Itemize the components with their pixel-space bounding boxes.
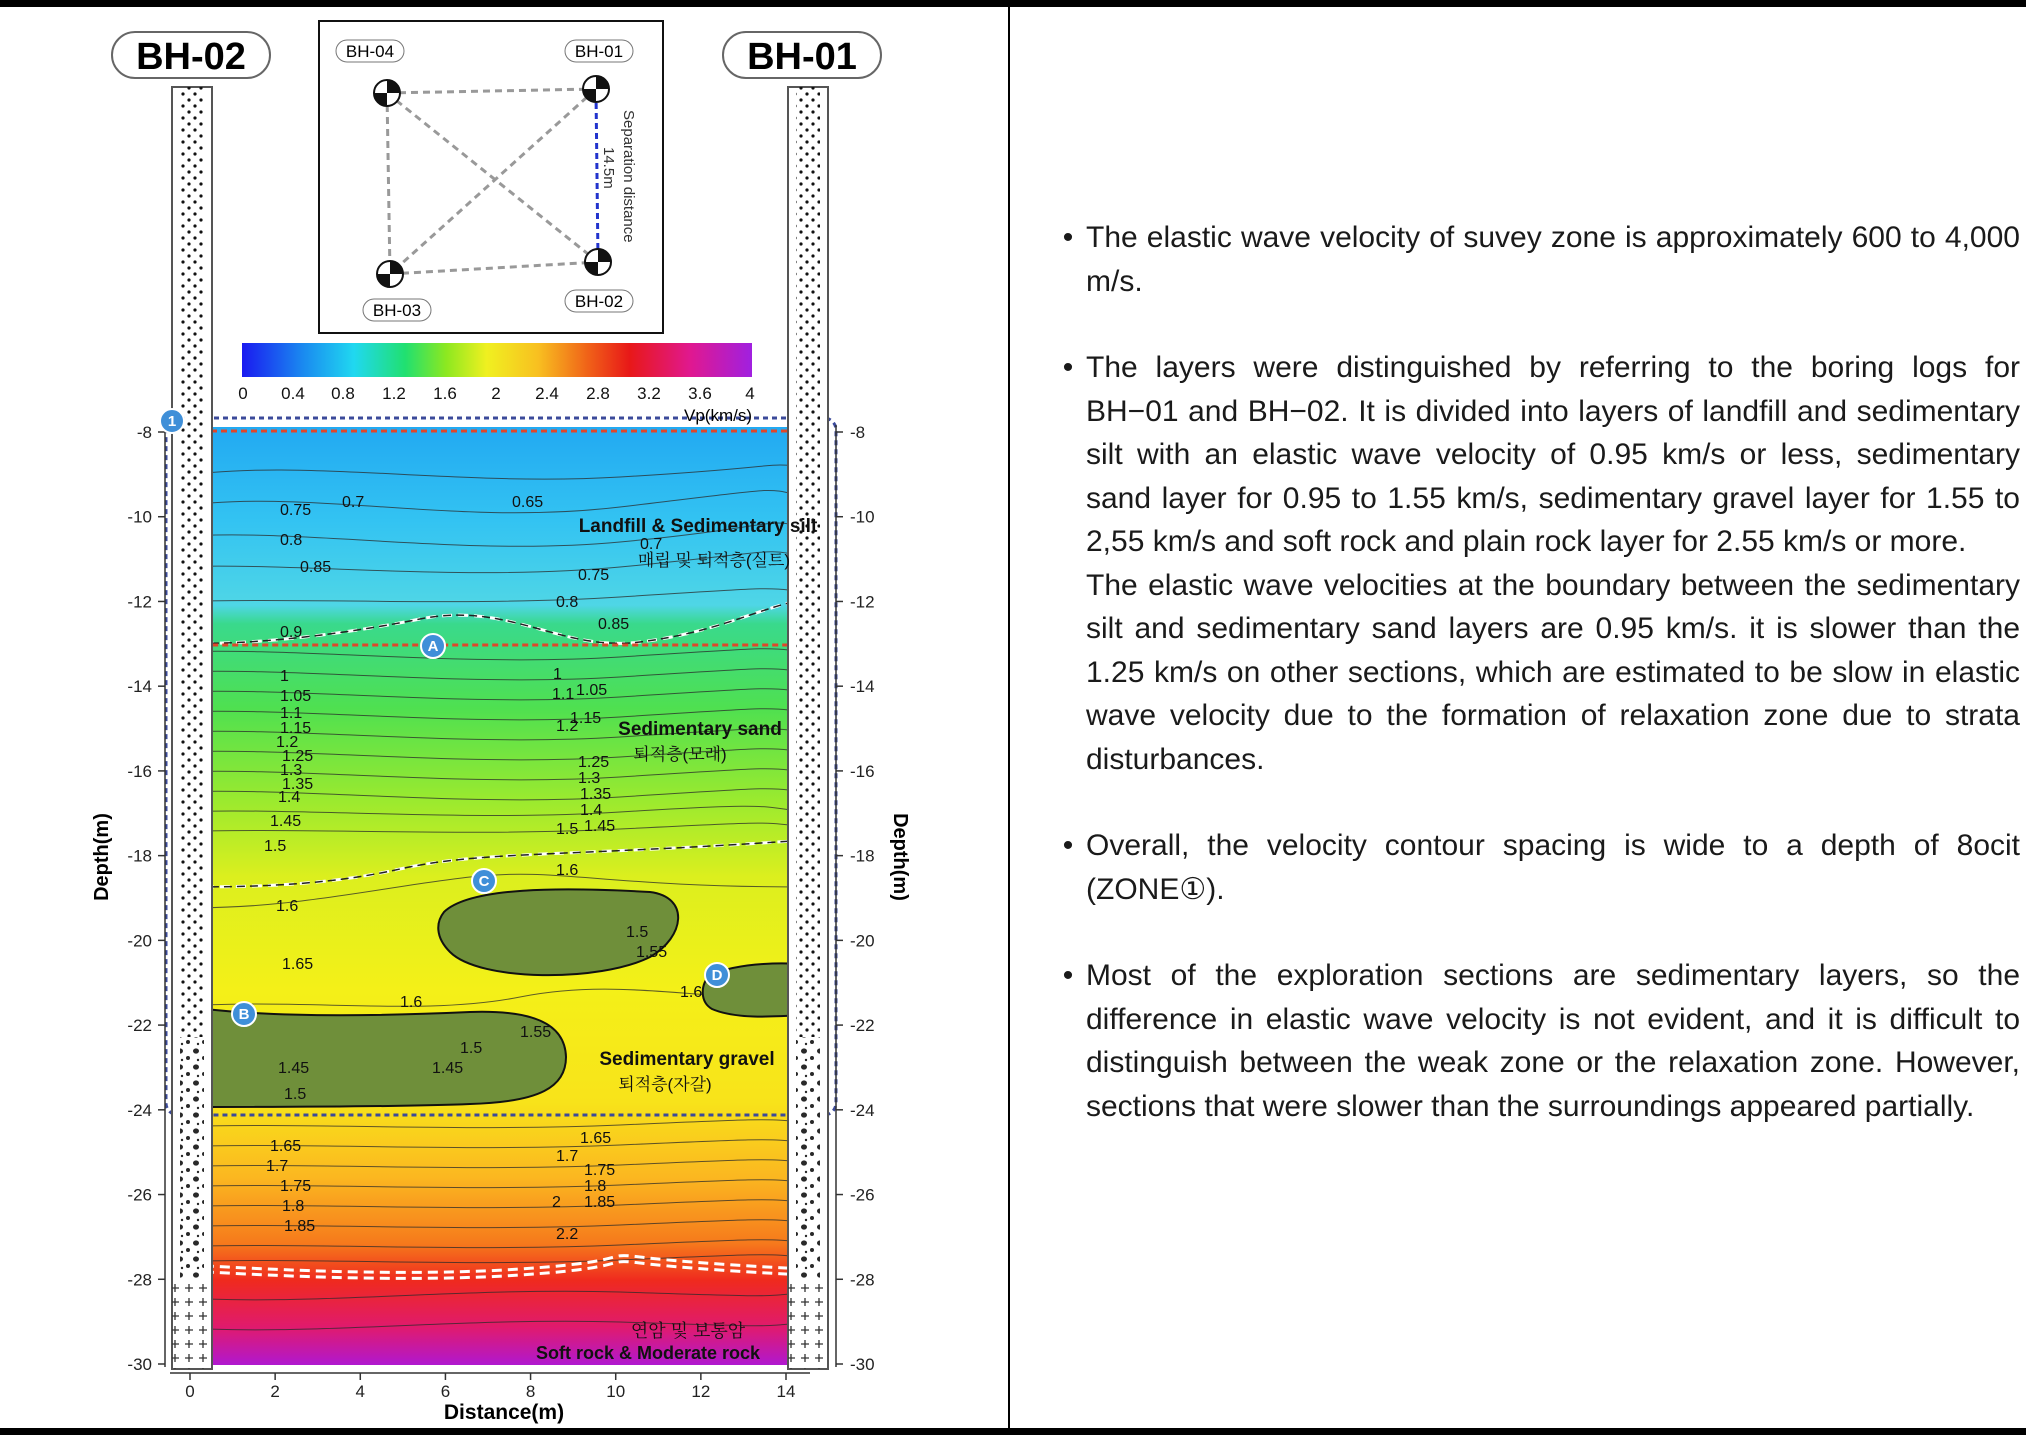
plan-label-bh01: BH-01 [574, 42, 624, 61]
layer-label-gravel-en: Sedimentary gravel [599, 1049, 775, 1070]
contour-label: 1.3 [578, 770, 601, 787]
colorbar-tick: 0 [238, 384, 248, 403]
contour-label: 0.7 [342, 494, 365, 511]
y-tick-label: -16 [850, 761, 875, 781]
y-tick-label: -26 [127, 1185, 152, 1205]
colorbar-tick: 2.4 [535, 384, 559, 403]
contour-label: 1.75 [280, 1178, 312, 1195]
borehole-column-right [788, 87, 828, 1369]
x-tick-label: 8 [525, 1382, 536, 1401]
y-tick-label: -24 [850, 1100, 875, 1120]
borehole-column-left [172, 87, 212, 1369]
x-tick-label: 12 [691, 1382, 711, 1401]
note-item [1050, 824, 2020, 911]
y-tick-label: -26 [850, 1185, 875, 1205]
bottom-rule [0, 1428, 2026, 1435]
colorbar-tick: 3.6 [688, 384, 712, 403]
contour-label: 1.15 [570, 710, 602, 727]
layer-label-sand-en: Sedimentary sand [618, 719, 782, 740]
colorbar-tick: 2.8 [586, 384, 610, 403]
separation-label: Separation distance [620, 110, 637, 243]
contour-label: 1.2 [276, 734, 299, 751]
contour-label: 1.2 [556, 718, 579, 735]
contour-label: 1.45 [432, 1060, 464, 1077]
borehole-marker-bh04 [374, 80, 400, 106]
contour-label: 1.6 [276, 898, 299, 915]
svg-text:1: 1 [167, 413, 177, 430]
contour-label: 0.8 [556, 594, 579, 611]
colorbar-tick: 1.6 [433, 384, 457, 403]
contour-label: 1.6 [680, 984, 703, 1001]
layer-label-gravel-ko: 퇴적층(자갈) [618, 1075, 712, 1094]
contour-label: 1.55 [520, 1024, 552, 1041]
top-rule [0, 0, 2026, 7]
y-axis-left [127, 423, 165, 1374]
contour-label: 0.85 [598, 616, 630, 633]
separation-value: 14.5m [600, 147, 617, 189]
note-item [1050, 216, 2020, 303]
x-axis-label: Distance(m) [443, 1401, 565, 1424]
y-tick-label: -10 [850, 507, 875, 527]
marker-d [705, 963, 729, 987]
contour-label: 0.85 [300, 559, 332, 576]
contour-label: 0.75 [578, 567, 610, 584]
y-tick-label: -30 [127, 1355, 152, 1374]
contour-label: 1.05 [576, 682, 608, 699]
contour-label: 1.45 [278, 1060, 310, 1077]
y-tick-label: -20 [127, 931, 152, 951]
plan-label-bh04: BH-04 [345, 42, 395, 61]
contour-label: 1.6 [556, 862, 579, 879]
colorbar [242, 343, 752, 377]
bullet-mark: • [1062, 959, 1074, 992]
explanation-notes [1050, 216, 2020, 1171]
x-tick-label: 0 [185, 1382, 195, 1401]
marker-zone-1 [160, 409, 184, 433]
contour-label: 0.75 [280, 502, 312, 519]
layer-label-sand-ko: 퇴적층(모래) [633, 745, 727, 764]
svg-text:A: A [427, 638, 439, 655]
y-tick-label: -10 [127, 507, 152, 527]
plan-label-bh03: BH-03 [372, 301, 422, 320]
y-tick-label: -24 [127, 1100, 152, 1120]
y-tick-label: -30 [850, 1355, 875, 1374]
contour-label: 1.5 [284, 1086, 307, 1103]
svg-text:BH-01: BH-01 [747, 36, 857, 78]
contour-label: 1.5 [626, 924, 649, 941]
contour-label: 1.1 [280, 705, 303, 722]
colorbar-tick: 2 [491, 384, 501, 403]
colorbar-unit: Vp(km/s) [684, 406, 752, 425]
y-axis-label-right: Depth(m) [889, 813, 911, 901]
layer-label-landfill-en: Landfill & Sedimentary silt [578, 516, 818, 537]
contour-label: 1.3 [280, 762, 303, 779]
contour-label: 1.75 [584, 1162, 616, 1179]
x-tick-label: 6 [440, 1382, 451, 1401]
y-tick-label: -22 [850, 1016, 875, 1036]
tomography-figure [0, 7, 1008, 1428]
contour-label: 0.7 [640, 536, 663, 553]
bullet-mark: • [1062, 829, 1074, 862]
marker-b [232, 1002, 256, 1026]
contour-label: 1.65 [270, 1138, 302, 1155]
svg-text:C: C [478, 873, 490, 890]
note-text: The layers were distinguished by referring to the boring logs for BH−01 and BH−02. It is divided into layers of landfill and sedimentary silt with an elastic wave velocity of 0.95 km/s or less, sedimentary sand layer for 0.95 to 1.55 km/s, sedimentary gravel layer for 1.55 to 2,55 km/s and soft rock and plain rock layer for 2.55 km/s or more. [1086, 351, 2020, 558]
colorbar-tick: 4 [745, 384, 755, 403]
contour-label: 1.25 [578, 754, 610, 771]
contour-label: 1.55 [636, 944, 668, 961]
contour-label: 1.35 [580, 786, 612, 803]
x-tick-label: 4 [355, 1382, 366, 1401]
y-axis-label-left: Depth(m) [91, 813, 113, 901]
borehole-marker-bh02 [585, 249, 611, 275]
layer-label-landfill-ko: 매립 및 퇴적층(실트) [637, 551, 791, 570]
contour-label: 1 [280, 668, 289, 685]
contour-label: 1.15 [280, 720, 312, 737]
y-tick-label: -14 [850, 677, 875, 697]
note-text: The elastic wave velocities at the boundary between the sedimentary silt and sedimentary sand layers are 0.95 km/s. it is slower than the 1.25 km/s on other sections, which are estimated to be slow in elastic wave velocity due to the formation of relaxation zone due to strata disturbances. [1086, 568, 2020, 776]
x-tick-label: 14 [776, 1382, 796, 1401]
y-tick-label: -18 [127, 846, 152, 866]
note-item [1050, 346, 2020, 781]
colorbar-tick: 3.2 [637, 384, 661, 403]
bullet-mark: • [1062, 221, 1074, 254]
colorbar-tick: 1.2 [382, 384, 406, 403]
contour-label: 1.6 [400, 994, 423, 1011]
borehole-marker-bh01 [583, 76, 609, 102]
x-tick-label: 10 [606, 1382, 626, 1401]
y-tick-label: -8 [850, 423, 866, 442]
note-text: Overall, the velocity contour spacing is wide to a depth of 8ocit (ZONE①). [1086, 829, 2020, 906]
contour-label: 0.8 [280, 532, 303, 549]
contour-label: 1.65 [580, 1130, 612, 1147]
y-axis-right [836, 423, 875, 1374]
y-tick-label: -8 [136, 423, 152, 442]
contour-label: 1.05 [280, 688, 312, 705]
contour-label: 1 [553, 666, 562, 683]
note-text: The elastic wave velocity of suvey zone is approximately 600 to 4,000 m/s. [1086, 221, 2020, 298]
borehole-label-right [723, 32, 881, 78]
x-tick-label: 2 [270, 1382, 280, 1401]
x-axis [185, 1373, 795, 1401]
borehole-marker-bh03 [377, 261, 403, 287]
contour-label: 1.4 [278, 789, 301, 806]
colorbar-tick: 0.4 [281, 384, 305, 403]
plan-label-bh02: BH-02 [574, 292, 624, 311]
contour-label: 1.8 [282, 1198, 305, 1215]
layer-label-rock-en: Soft rock & Moderate rock [535, 1343, 761, 1363]
layer-label-rock-ko: 연암 및 보통암 [630, 1321, 746, 1341]
column-divider [1008, 7, 1010, 1428]
contour-label: 1.5 [264, 838, 287, 855]
borehole-location-plan [319, 21, 663, 333]
contour-label: 1.85 [584, 1194, 616, 1211]
contour-label: 1.4 [580, 802, 603, 819]
contour-label: 1.7 [266, 1158, 289, 1175]
marker-c [472, 869, 496, 893]
borehole-label-left [112, 32, 270, 78]
contour-label: 2.2 [556, 1226, 579, 1243]
contour-label: 1.8 [584, 1178, 607, 1195]
contour-label: 1.25 [282, 748, 314, 765]
contour-label: 1.35 [282, 776, 314, 793]
svg-text:BH-02: BH-02 [136, 36, 246, 78]
colorbar-tick: 0.8 [331, 384, 355, 403]
note-item [1050, 954, 2020, 1128]
contour-label: 0.9 [280, 624, 303, 641]
y-tick-label: -16 [127, 761, 152, 781]
contour-label: 1.65 [282, 956, 314, 973]
contour-label: 1.7 [556, 1148, 579, 1165]
y-tick-label: -14 [127, 677, 152, 697]
note-text: Most of the exploration sections are sedimentary layers, so the difference in elastic wave velocity is not evident, and it is difficult to distinguish between the weak zone or the relaxation zone. However, sections that were slower than the surroundings appeared partially. [1086, 959, 2020, 1123]
contour-label: 1.1 [552, 686, 575, 703]
bullet-mark: • [1062, 351, 1074, 384]
contour-label: 1.5 [460, 1040, 483, 1057]
y-tick-label: -12 [127, 592, 152, 612]
contour-label: 1.5 [556, 821, 579, 838]
contour-label: 1.45 [270, 813, 302, 830]
contour-label: 0.65 [512, 494, 544, 511]
y-tick-label: -22 [127, 1016, 152, 1036]
y-tick-label: -28 [127, 1270, 152, 1290]
svg-text:D: D [711, 967, 723, 984]
y-tick-label: -20 [850, 931, 875, 951]
contour-label: 1.85 [284, 1218, 316, 1235]
contour-label: 2 [552, 1194, 561, 1211]
y-tick-label: -28 [850, 1270, 875, 1290]
svg-text:B: B [238, 1006, 250, 1023]
y-tick-label: -12 [850, 592, 875, 612]
y-tick-label: -18 [850, 846, 875, 866]
marker-a [421, 634, 445, 658]
contour-label: 1.45 [584, 818, 616, 835]
